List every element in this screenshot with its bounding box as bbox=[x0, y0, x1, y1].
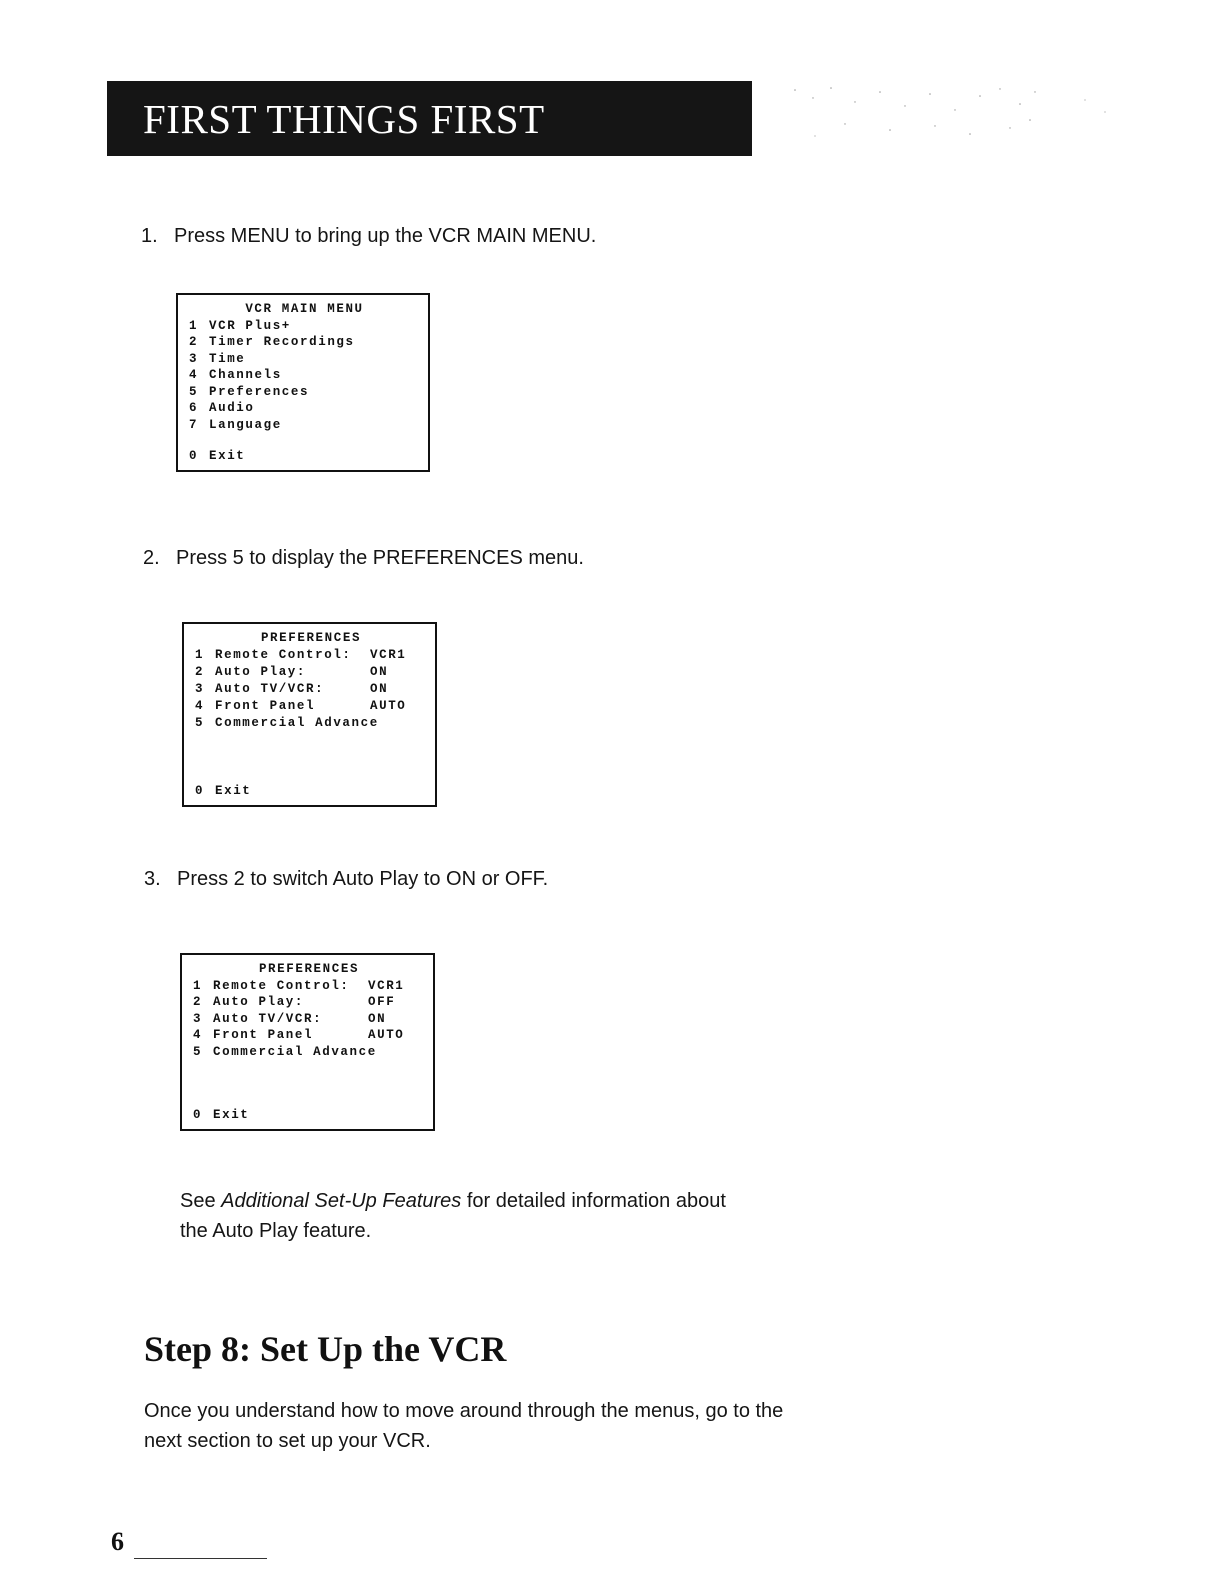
section-header-bar bbox=[107, 81, 752, 156]
menu-item: 1 Remote Control: VCR1 bbox=[193, 978, 405, 993]
menu-item: 1 VCR Plus+ bbox=[189, 318, 291, 333]
menu-exit-item: 0 Exit bbox=[195, 784, 252, 798]
menu-title: PREFERENCES bbox=[260, 631, 362, 645]
menu-item: 3 Auto TV/VCR: ON bbox=[195, 682, 389, 696]
menu-item-value: OFF bbox=[368, 995, 396, 1009]
menu-item-value: VCR1 bbox=[370, 648, 407, 662]
section-header-title: FIRST THINGS FIRST bbox=[143, 96, 545, 142]
cross-reference-title: Additional Set-Up Features bbox=[221, 1190, 462, 1212]
menu-item-value: AUTO bbox=[370, 699, 407, 713]
step-number: 3. bbox=[144, 868, 161, 890]
cross-reference-note: See Additional Set-Up Features for detailed information about the Auto Play feature. bbox=[180, 1190, 726, 1242]
menu-item: 4 Front Panel AUTO bbox=[193, 1028, 405, 1042]
preferences-menu-box-updated bbox=[180, 953, 435, 1131]
step-2 bbox=[143, 547, 584, 570]
section-heading: Step 8: Set Up the VCR bbox=[144, 1329, 507, 1369]
menu-item: 2 Timer Recordings bbox=[189, 335, 355, 349]
preferences-menu-box bbox=[182, 622, 437, 807]
menu-item: 6 Audio bbox=[189, 401, 255, 415]
menu-item-value: AUTO bbox=[368, 1028, 405, 1042]
step-text: Press MENU to bring up the VCR MAIN MENU. bbox=[174, 225, 597, 247]
menu-item: 2 Auto Play: OFF bbox=[193, 995, 396, 1009]
step-text: Press 5 to display the PREFERENCES menu. bbox=[176, 547, 584, 569]
menu-item-value: VCR1 bbox=[368, 978, 405, 993]
menu-exit-item: 0 Exit bbox=[189, 449, 246, 463]
menu-title: VCR MAIN MENU bbox=[245, 302, 364, 316]
scan-speckle bbox=[785, 80, 1125, 160]
menu-item-value: ON bbox=[368, 1011, 387, 1026]
menu-item: 7 Language bbox=[189, 417, 282, 432]
menu-item: 2 Auto Play: ON bbox=[195, 665, 389, 679]
menu-item-value: ON bbox=[370, 682, 389, 696]
menu-item: 4 Channels bbox=[189, 368, 282, 382]
step-number: 2. bbox=[143, 547, 160, 569]
menu-item-value: ON bbox=[370, 665, 389, 679]
menu-item: 1 Remote Control: VCR1 bbox=[195, 648, 407, 662]
menu-item: 5 Preferences bbox=[189, 384, 310, 399]
vcr-main-menu-box bbox=[176, 293, 430, 472]
footer-rule bbox=[134, 1558, 267, 1559]
menu-item: 5 Commercial Advance bbox=[193, 1044, 377, 1059]
menu-item: 3 Time bbox=[189, 351, 246, 366]
section-body: Once you understand how to move around through the menus, go to the next section to set up your VCR. bbox=[144, 1400, 784, 1452]
page-number: 6 bbox=[111, 1527, 124, 1556]
step-3 bbox=[144, 868, 548, 891]
step-1 bbox=[141, 225, 596, 248]
menu-exit-item: 0 Exit bbox=[193, 1108, 250, 1122]
menu-title: PREFERENCES bbox=[258, 962, 360, 976]
step-text: Press 2 to switch Auto Play to ON or OFF. bbox=[177, 868, 549, 890]
step-number: 1. bbox=[141, 225, 158, 247]
menu-item: 5 Commercial Advance bbox=[195, 716, 379, 730]
menu-item: 3 Auto TV/VCR: ON bbox=[193, 1011, 387, 1026]
menu-item: 4 Front Panel AUTO bbox=[195, 699, 407, 713]
